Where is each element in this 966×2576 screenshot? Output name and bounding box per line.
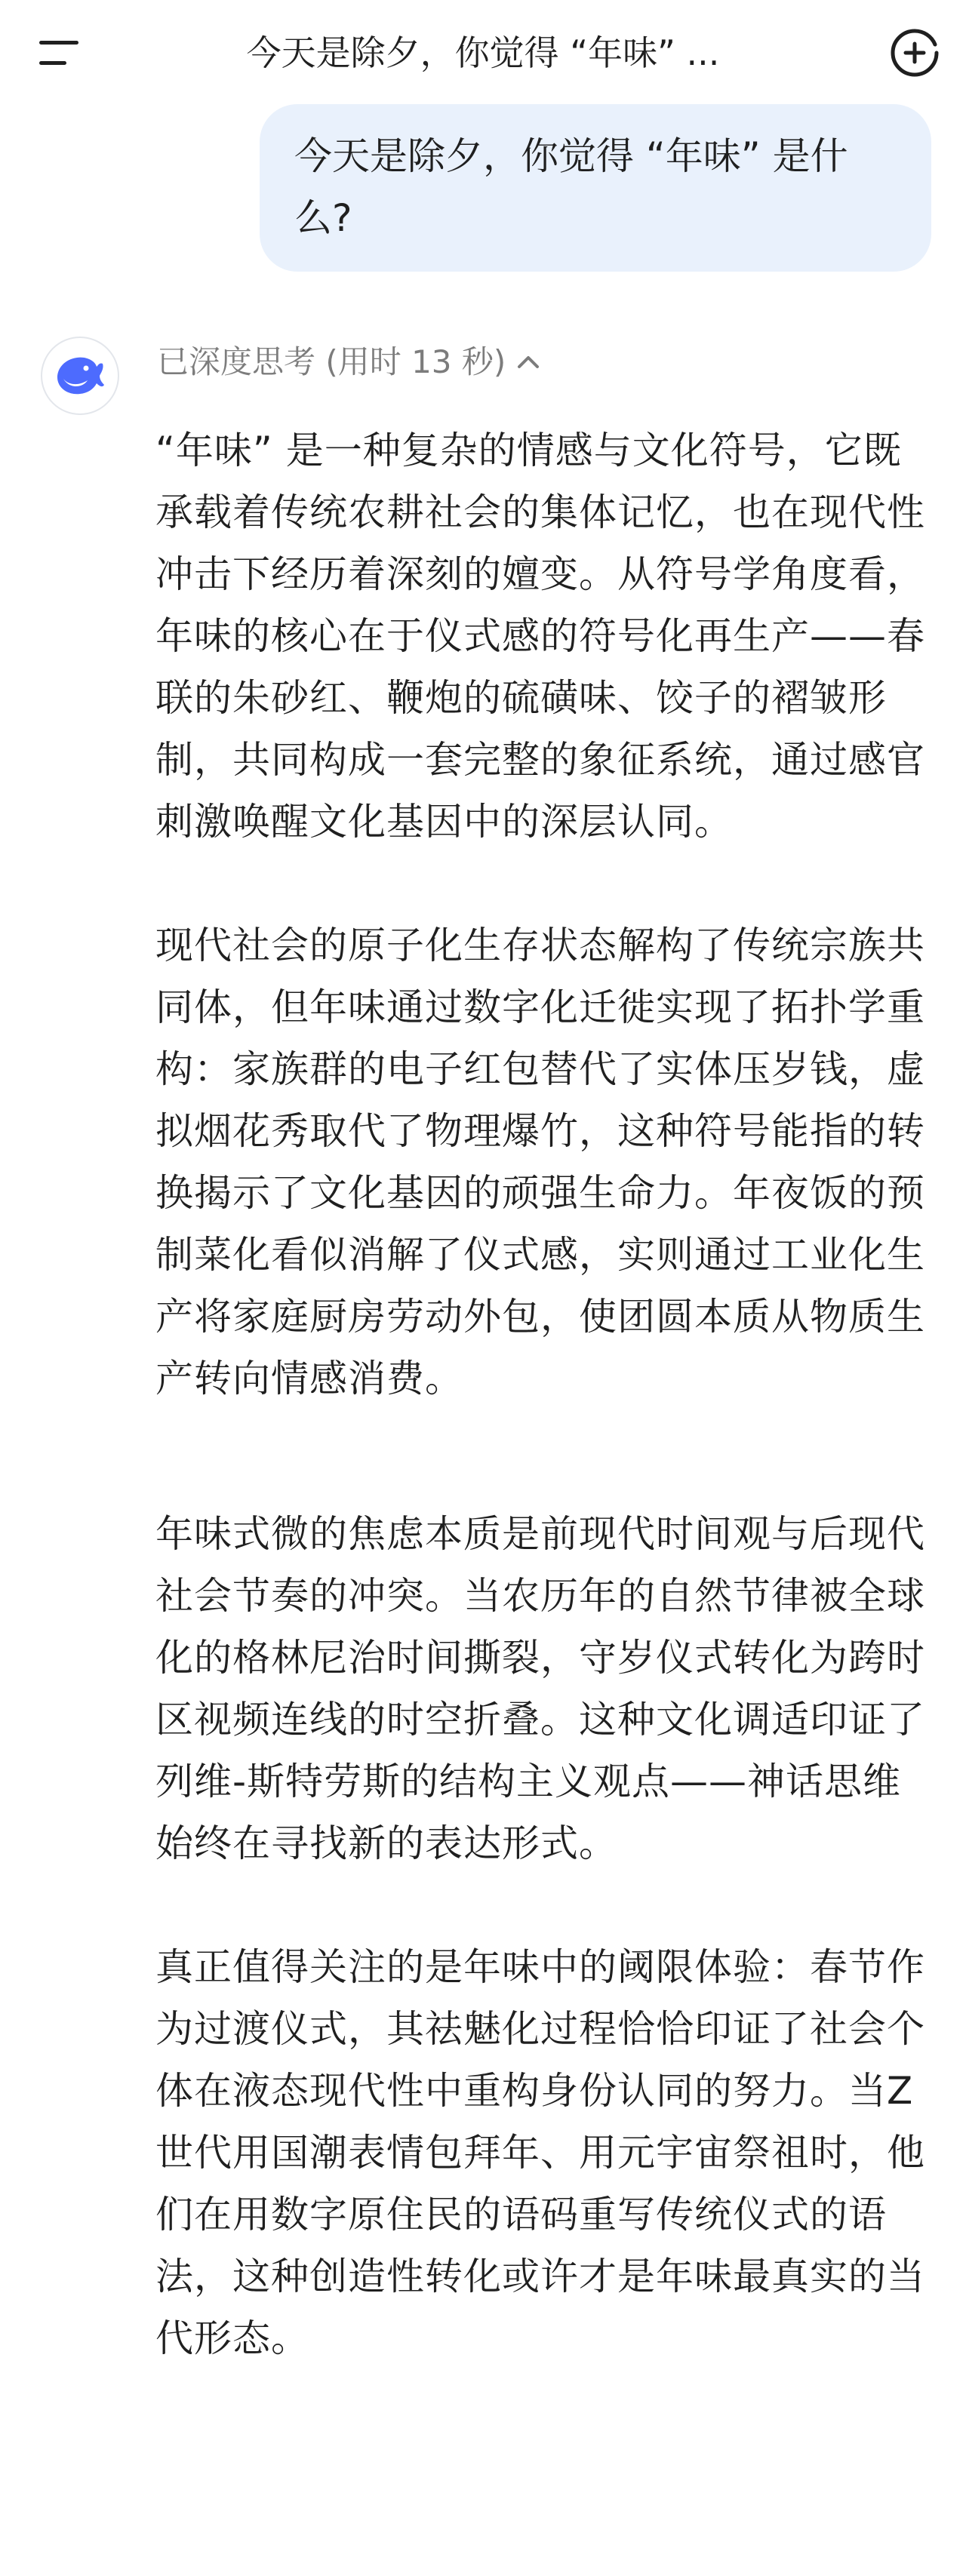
user-message-text: 今天是除夕，你觉得 “年味” 是什么? bbox=[294, 134, 848, 240]
chevron-up-icon bbox=[513, 347, 543, 377]
plus-circle-icon bbox=[888, 26, 941, 79]
assistant-avatar bbox=[41, 337, 119, 415]
top-bar bbox=[0, 0, 966, 106]
menu-icon bbox=[38, 38, 80, 68]
new-chat-button[interactable] bbox=[884, 23, 945, 83]
answer-paragraph: “年味” 是一种复杂的情感与文化符号，它既承载着传统农耕社会的集体记忆，也在现代性冲击下经历着深刻的嬗变。从符号学角度看，年味的核心在于仪式感的符号化再生产——春联的朱砂红、鞭炮的硫磺味、饺子的褶皱形制，共同构成一套完整的象征系统，通过感官刺激唤醒文化基因中的深层认同。 bbox=[155, 429, 925, 844]
assistant-answer bbox=[155, 420, 933, 2431]
answer-paragraph: 现代社会的原子化生存状态解构了传统宗族共同体，但年味通过数字化迁徙实现了拓扑学重构：家族群的电子红包替代了实体压岁钱，虚拟烟花秀取代了物理爆竹，这种符号能指的转换揭示了文化基因的顽强生命力。年夜饭的预制菜化看似消解了仪式感，实则通过工业化生产将家庭厨房劳动外包，使团圆本质从物质生产转向情感消费。 bbox=[155, 924, 925, 1400]
menu-button[interactable] bbox=[30, 29, 88, 77]
user-message-bubble[interactable] bbox=[260, 104, 931, 272]
answer-paragraph: 真正值得关注的是年味中的阈限体验：春节作为过渡仪式，其祛魅化过程恰恰印证了社会个体在液态现代性中重构身份认同的努力。当Z世代用国潮表情包拜年、用元宇宙祭祖时，他们在用数字原住民的语码重写传统仪式的语法，这种创造性转化或许才是年味最真实的当代形态。 bbox=[155, 1945, 925, 2360]
whale-logo-icon bbox=[53, 353, 107, 398]
answer-paragraph: 年味式微的焦虑本质是前现代时间观与后现代社会节奏的冲突。当农历年的自然节律被全球化的格林尼治时间撕裂，守岁仪式转化为跨时区视频连线的时空折叠。这种文化调适印证了列维-斯特劳斯的结构主义观点——神话思维始终在寻找新的表达形式。 bbox=[155, 1512, 925, 1865]
deep-think-toggle[interactable] bbox=[157, 335, 543, 389]
think-status-text: 已深度思考 (用时 13 秒) bbox=[157, 343, 506, 380]
chat-title[interactable]: 今天是除夕，你觉得 “年味” ... bbox=[246, 32, 720, 73]
